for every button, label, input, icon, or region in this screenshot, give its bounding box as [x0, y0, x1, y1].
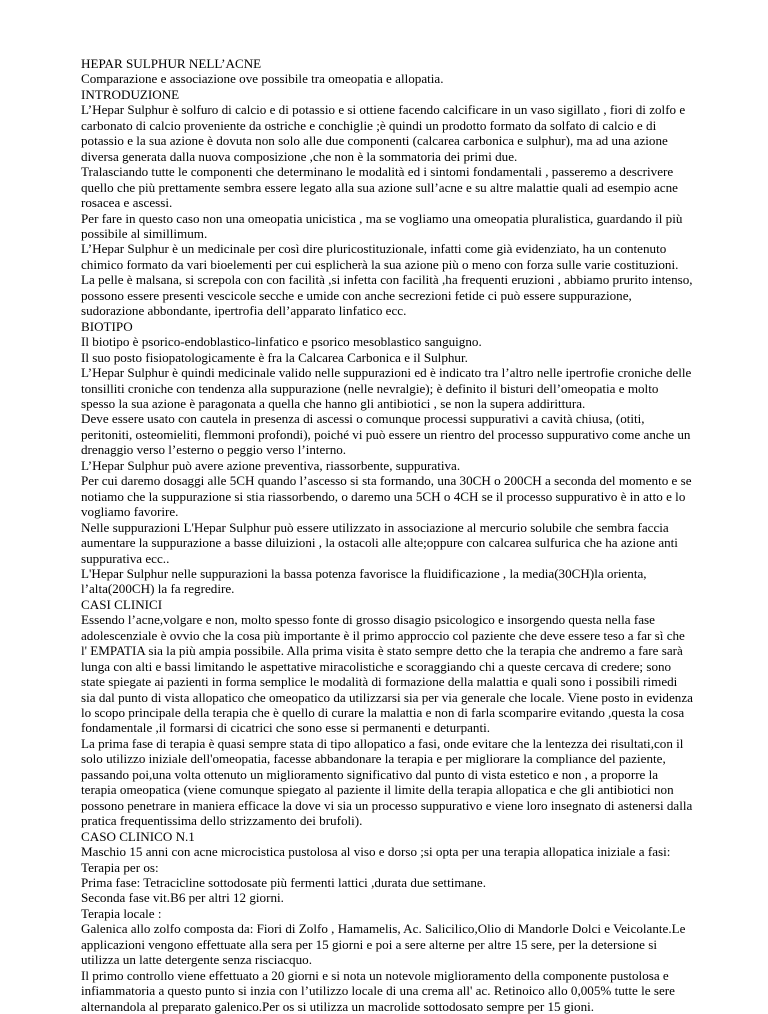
body-paragraph: Deve essere usato con cautela in presenza di ascessi o comunque processi suppurativi a cavità chiusa, (otiti, peritoniti, osteomieliti, flemmoni profondi), poiché vi può essere un rientro del processo suppurativo come anche un drenaggio verso l’esterno o peggio verso l’interno.: [81, 411, 691, 458]
body-paragraph: La pelle è malsana, si screpola con con facilità ,si infetta con facilità ,ha frequenti eruzioni , abbiamo prurito intenso, possono essere presenti vescicole secche e umide con anche secrezioni fetide ci può essere suppurazione, sudorazione abbondante, ipertrofia dell’apparato linfatico ecc.: [81, 272, 693, 319]
body-paragraph: Per fare in questo caso non una omeopatia unicistica , ma se vogliamo una omeopatia pluralistica, guardando il più possibile al simillimum.: [81, 210, 683, 241]
section-heading: CASI CLINICI: [81, 596, 163, 612]
document-page: [81, 56, 693, 1014]
body-paragraph: Maschio 15 anni con acne microcistica pustolosa al viso e dorso ;si opta per una terapia allopatica iniziale a fasi:: [81, 844, 671, 860]
body-paragraph: L'Hepar Sulphur nelle suppurazioni la bassa potenza favorisce la fluidificazione , la media(30CH)la orienta, l’alta(200CH) la fa regredire.: [81, 565, 647, 597]
body-paragraph: Essendo l’acne,volgare e non, molto spesso fonte di grosso disagio psicologico e insorgendo questa nella fase adolescenziale è ovvio che la cosa più importante è il primo approccio col paziente che deve essere teso a far sì che l' EMPATIA sia la più ampia possibile. Alla prima visita è stato sempre detto che la terapia che andremo a fare sarà lunga con alti e bassi limitando le aspettative miracolistiche e scoraggiando chi a queste cercava di credere; sono state spiegate ai pazienti in forma semplice le modalità di formazione della malattia e quali sono i possibili rimedi sia dal punto di vista allopatico che omeopatico da utilizzarsi sia per via generale che locale. Viene posto in evidenza lo scopo principale della terapia che è quello di curare la malattia e non di farla scomparire evitando ,questa la cosa fondamentale ,il formarsi di cicatrici che sono esse si permanenti e deturpanti.: [81, 612, 693, 736]
document-body: [81, 87, 693, 1014]
body-paragraph: Galenica allo zolfo composta da: Fiori di Zolfo , Hamamelis, Ac. Salicilico,Olio di Mandorle Dolci e Veicolante.Le applicazioni vengono effettuate alla sera per 15 giorni e poi a sere alterne per altre 15 sere, per la detersione si utilizza un latte detergente senza risciacquo.: [81, 921, 686, 968]
document-subtitle: Comparazione e associazione ove possibile tra omeopatia e allopatia.: [81, 71, 444, 87]
section-heading: BIOTIPO: [81, 318, 133, 334]
section-heading: CASO CLINICO N.1: [81, 828, 195, 844]
body-paragraph: Per cui daremo dosaggi alle 5CH quando l’ascesso si sta formando, una 30CH o 200CH a seconda del momento e se notiamo che la suppurazione si stia riassorbendo, o daremo una 5CH o 4CH se il processo suppurativo è in atto e lo vogliamo favorire.: [81, 473, 692, 520]
body-paragraph: Il biotipo è psorico-endoblastico-linfatico e psorico mesoblastico sanguigno.: [81, 334, 482, 350]
body-paragraph: Terapia per os:: [81, 859, 159, 875]
body-paragraph: Nelle suppurazioni L'Hepar Sulphur può essere utilizzato in associazione al mercurio solubile che sembra faccia aumentare la suppurazione a basse diluizioni , la ostacoli alle alte;oppure con calcarea sulfurica che ha azione anti suppurativa ecc..: [81, 519, 678, 566]
body-paragraph: L’Hepar Sulphur è quindi medicinale valido nelle suppurazioni ed è indicato tra l’altro nelle ipertrofie croniche delle tonsilliti croniche con tendenza alla suppurazione (nelle nevralgie); è definito il bisturi dell’omeopatia e molto spesso la sua azione è paragonata a quella che hanno gli antibiotici , se non la supera addirittura.: [81, 365, 692, 411]
body-paragraph: Prima fase: Tetracicline sottodosate più fermenti lattici ,durata due settimane.: [81, 875, 486, 891]
body-paragraph: L’Hepar Sulphur è solfuro di calcio e di potassio e si ottiene facendo calcificare in un vaso sigillato , fiori di zolfo e carbonato di calcio proveniente da ostriche e conchiglie ;è quindi un prodotto formato da solfato di calcio e di potassio e la sua azione è dovuta non solo alle due componenti (calcarea carbonica e sulphur), ma ad una azione diversa generata dalla nuova composizione ,che non è la sommatoria dei primi due.: [81, 102, 686, 164]
document-title: HEPAR SULPHUR NELL’ACNE: [81, 56, 262, 71]
section-heading: INTRODUZIONE: [81, 86, 180, 102]
body-paragraph: Seconda fase vit.B6 per altri 12 giorni.: [81, 890, 284, 906]
body-paragraph: L’Hepar Sulphur è un medicinale per così dire pluricostituzionale, infatti come già evidenziato, ha un contenuto chimico formato da vari bioelementi per cui esplicherà la sua azione più o meno con forza sulle varie costituzioni.: [81, 241, 679, 272]
body-paragraph: Il suo posto fisiopatologicamente è fra la Calcarea Carbonica e il Sulphur.: [81, 349, 468, 365]
body-paragraph: La prima fase di terapia è quasi sempre stata di tipo allopatico a fasi, onde evitare che la lentezza dei risultati,con il solo utilizzo iniziale dell'omeopatia, facesse abbandonare la terapia e per migliorare la compliance del paziente, passando poi,una volta ottenuto un miglioramento significativo dal punto di vista estetico e non , a proporre la terapia omeopatica (viene comunque spiegato al paziente il limite della terapia allopatica e che gli antibiotici non possono penetrare in maniera efficace la dove vi sia un processo suppurativo e viene loro insegnato di astenersi dalla pratica frequentissima dello strizzamento dei brufoli).: [81, 735, 693, 829]
body-paragraph: Il primo controllo viene effettuato a 20 giorni e si nota un notevole miglioramento della componente pustolosa e infiammatoria a questo punto si inzia con l’utilizzo locale di una crema all' ac. Retinoico allo 0,005% tutte le sere alternandola al preparato galenico.Per os si utilizza un macrolide sottodosato sempre per 15 gioni.: [81, 967, 675, 1014]
body-paragraph: Tralasciando tutte le componenti che determinano le modalità ed i sintomi fondamentali , passeremo a descrivere quello che più prettamente sembra essere legato alla sua azione sull’acne e su altre malattie quali ad esempio acne rosacea e ascessi.: [81, 164, 678, 211]
body-paragraph: L’Hepar Sulphur può avere azione preventiva, riassorbente, suppurativa.: [81, 457, 461, 473]
body-paragraph: Terapia locale :: [81, 905, 162, 921]
